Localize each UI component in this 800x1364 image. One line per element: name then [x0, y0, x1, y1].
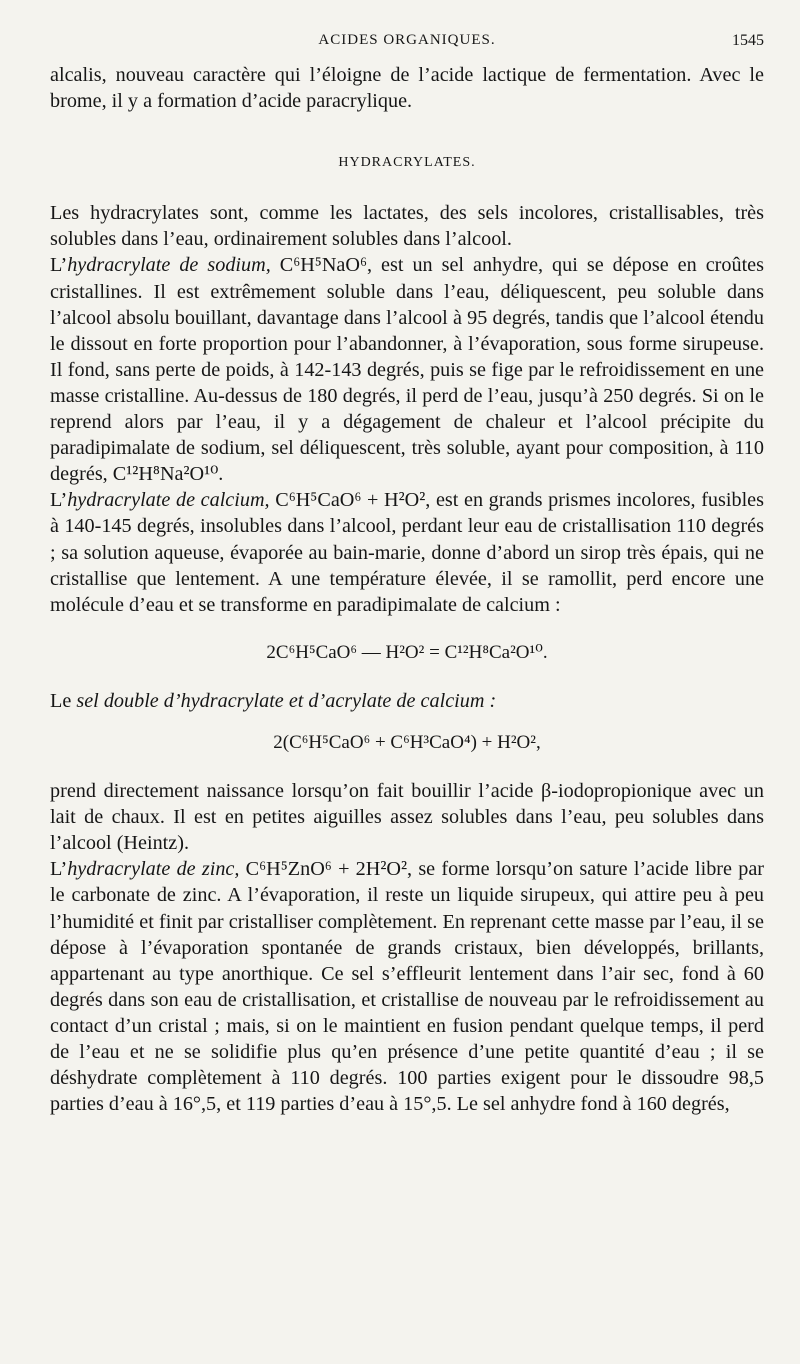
running-title: ACIDES ORGANIQUES.: [318, 32, 496, 48]
paragraph-double-salt: prend directement naissance lorsqu’on fait bouillir l’acide β-iodopropionique avec un lait de chaux. Il est en petites aiguilles assez solubles dans l’eau, peu solubles dans l’alcool (Heintz).: [50, 780, 764, 855]
page-number: 1545: [732, 32, 764, 49]
sodium-prefix: L’: [50, 254, 68, 277]
formula-double-salt: 2(C⁶H⁵CaO⁶ + C⁶H³CaO⁴) + H²O²,: [273, 731, 541, 753]
section-heading: HYDRACRYLATES.: [338, 155, 476, 171]
paragraph-double-salt-title: [50, 688, 764, 714]
zinc-salt-name: hydracrylate de zinc,: [67, 858, 240, 881]
paragraph-general: Les hydracrylates sont, comme les lactates, des sels incolores, cristallisables, très solubles dans l’eau, ordinairement solubles dans l’alcool.: [50, 202, 764, 251]
calcium-salt-name: hydracrylate de calcium,: [67, 489, 270, 512]
zinc-prefix: L’: [50, 858, 68, 881]
paragraph-sodium: [50, 252, 764, 487]
paragraph-zinc: [50, 856, 764, 1117]
formula-paradipimalate: 2C⁶H⁵CaO⁶ — H²O² = C¹²H⁸Ca²O¹⁰.: [266, 641, 548, 663]
sodium-text: C⁶H⁵NaO⁶, est un sel anhydre, qui se dépose en croûtes cristallines. Il est extrêmement soluble dans l’eau, déliquescent, peu soluble dans l’alcool absolu bouillant, davantage dans l’alcool à 95 degrés, tandis que l’alcool étendu le dissout en forte proportion pour l’abandonner, à l’évaporation, sous forme sirupeuse. Il fond, sans perte de poids, à 142-143 degrés, puis se fige par le refroidissement en une masse cristalline. Au-dessus de 180 degrés, il perd de l’eau, jusqu’à 250 degrés. Si on le reprend alors par l’eau, il y a dégagement de chaleur et l’alcool précipite du paradipimalate de sodium, sel déliquescent, très soluble, ayant pour composition, à 110 degrés, C¹²H⁸Na²O¹⁰.: [50, 254, 764, 486]
double-salt-name: sel double d’hydracrylate et d’acrylate de calcium :: [76, 689, 497, 712]
sodium-salt-name: hydracrylate de sodium,: [67, 254, 271, 277]
calcium-text: C⁶H⁵CaO⁶ + H²O², est en grands prismes incolores, fusibles à 140-145 degrés, insolubles dans l’alcool, perdant leur eau de cristallisation 110 degrés ; sa solution aqueuse, évaporée au bain-marie, donne d’abord un sirop très épais, qui ne cristallise que lentement. A une température élevée, il se ramollit, perd encore une molécule d’eau et se transforme en paradipimalate de calcium :: [50, 489, 764, 616]
page-header: [50, 32, 764, 56]
calcium-prefix: L’: [50, 489, 68, 512]
zinc-text: C⁶H⁵ZnO⁶ + 2H²O², se forme lorsqu’on sature l’acide libre par le carbonate de zinc. A l’évaporation, il reste un liquide sirupeux, qui attire peu à peu l’humidité et finit par cristalliser complètement. En reprenant cette masse par l’eau, il se dépose à l’évaporation spontanée de grands cristaux, bien développés, brillants, appartenant au type anorthique. Ce sel s’effleurit lentement dans l’air sec, fond à 60 degrés dans son eau de cristallisation, et cristallise de nouveau par le refroidissement au contact d’un cristal ; mais, si on le maintient en fusion pendant quelque temps, il perd de l’eau et ne se solidifie plus qu’en présence d’une petite quantité d’eau ; il se déshydrate complètement à 110 degrés. 100 parties exigent pour le dissoudre 98,5 parties d’eau à 16°,5, et 119 parties d’eau à 15°,5. Le sel anhydre fond à 160 degrés,: [50, 858, 765, 1116]
paragraph-calcium: [50, 487, 764, 617]
intro-paragraph: alcalis, nouveau caractère qui l’éloigne de l’acide lactique de fermentation. Avec le brome, il y a formation d’acide paracrylique.: [50, 64, 764, 113]
double-prefix: Le: [50, 689, 77, 712]
body-text: [50, 62, 764, 1117]
